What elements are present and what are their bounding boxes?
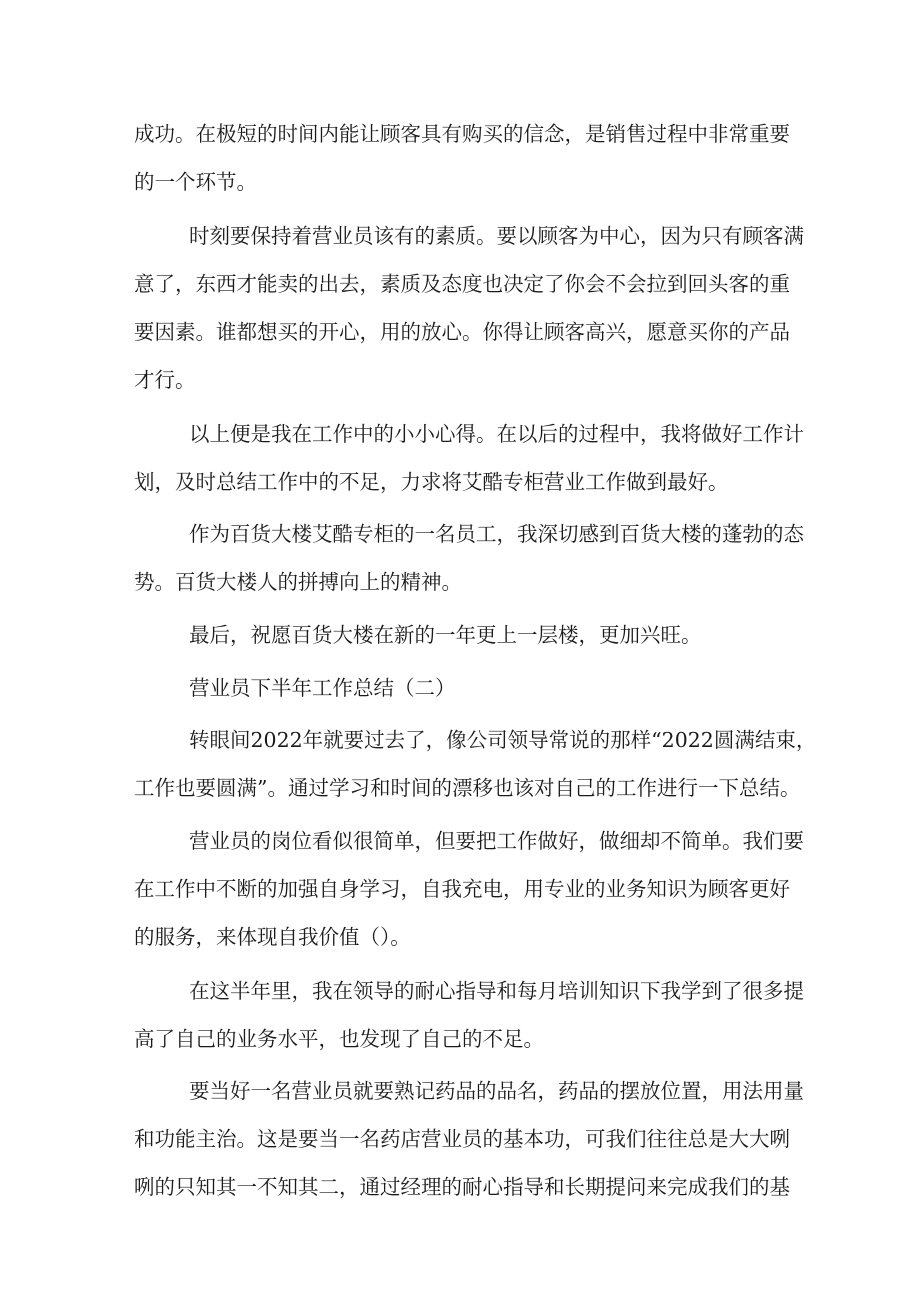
section-heading: 营业员下半年工作总结（二） [189, 676, 456, 700]
paragraph-first-line: 作为百货大楼艾酷专柜的一名员工，我深切感到百货大楼的蓬勃的态 [189, 522, 804, 546]
text-line: 咧的只知其一不知其二，通过经理的耐心指导和长期提问来完成我们的基 [134, 1175, 790, 1199]
text-line: 成功。在极短的时间内能让顾客具有购买的信念，是销售过程中非常重要 [134, 122, 790, 146]
text-line: 高了自己的业务水平，也发现了自己的不足。 [134, 1027, 544, 1051]
text-line: 的服务，来体现自我价值（）。 [134, 925, 411, 949]
paragraph-first-line: 以上便是我在工作中的小小心得。在以后的过程中，我将做好工作计 [189, 422, 804, 446]
paragraph-first-line: 时刻要保持着营业员该有的素质。要以顾客为中心，因为只有顾客满 [189, 224, 804, 248]
text-line: 和功能主治。这是要当一名药店营业员的基本功，可我们往往总是大大咧 [134, 1127, 790, 1151]
text-line: 在工作中不断的加强自身学习，自我充电，用专业的业务知识为顾客更好 [134, 877, 790, 901]
text-line: 工作也要圆满”。通过学习和时间的漂移也该对自己的工作进行一下总结。 [134, 776, 801, 800]
text-line: 才行。 [134, 368, 196, 392]
paragraph-first-line: 在这半年里，我在领导的耐心指导和每月培训知识下我学到了很多提 [189, 979, 804, 1003]
text-line: 意了，东西才能卖的出去，素质及态度也决定了你会不会拉到回头客的重 [134, 272, 790, 296]
paragraph-first-line: 最后，祝愿百货大楼在新的一年更上一层楼，更加兴旺。 [189, 623, 702, 647]
paragraph-first-line: 转眼间2022年就要过去了，像公司领导常说的那样“2022圆满结束， [189, 728, 817, 752]
text-line: 划，及时总结工作中的不足，力求将艾酷专柜营业工作做到最好。 [134, 470, 729, 494]
text-line: 势。百货大楼人的拼搏向上的精神。 [134, 570, 462, 594]
paragraph-first-line: 营业员的岗位看似很简单，但要把工作做好，做细却不简单。我们要 [189, 829, 804, 853]
text-line: 要因素。谁都想买的开心，用的放心。你得让顾客高兴，愿意买你的产品 [134, 320, 790, 344]
text-line: 的一个环节。 [134, 170, 257, 194]
paragraph-first-line: 要当好一名营业员就要熟记药品的品名，药品的摆放位置，用法用量 [189, 1079, 804, 1103]
